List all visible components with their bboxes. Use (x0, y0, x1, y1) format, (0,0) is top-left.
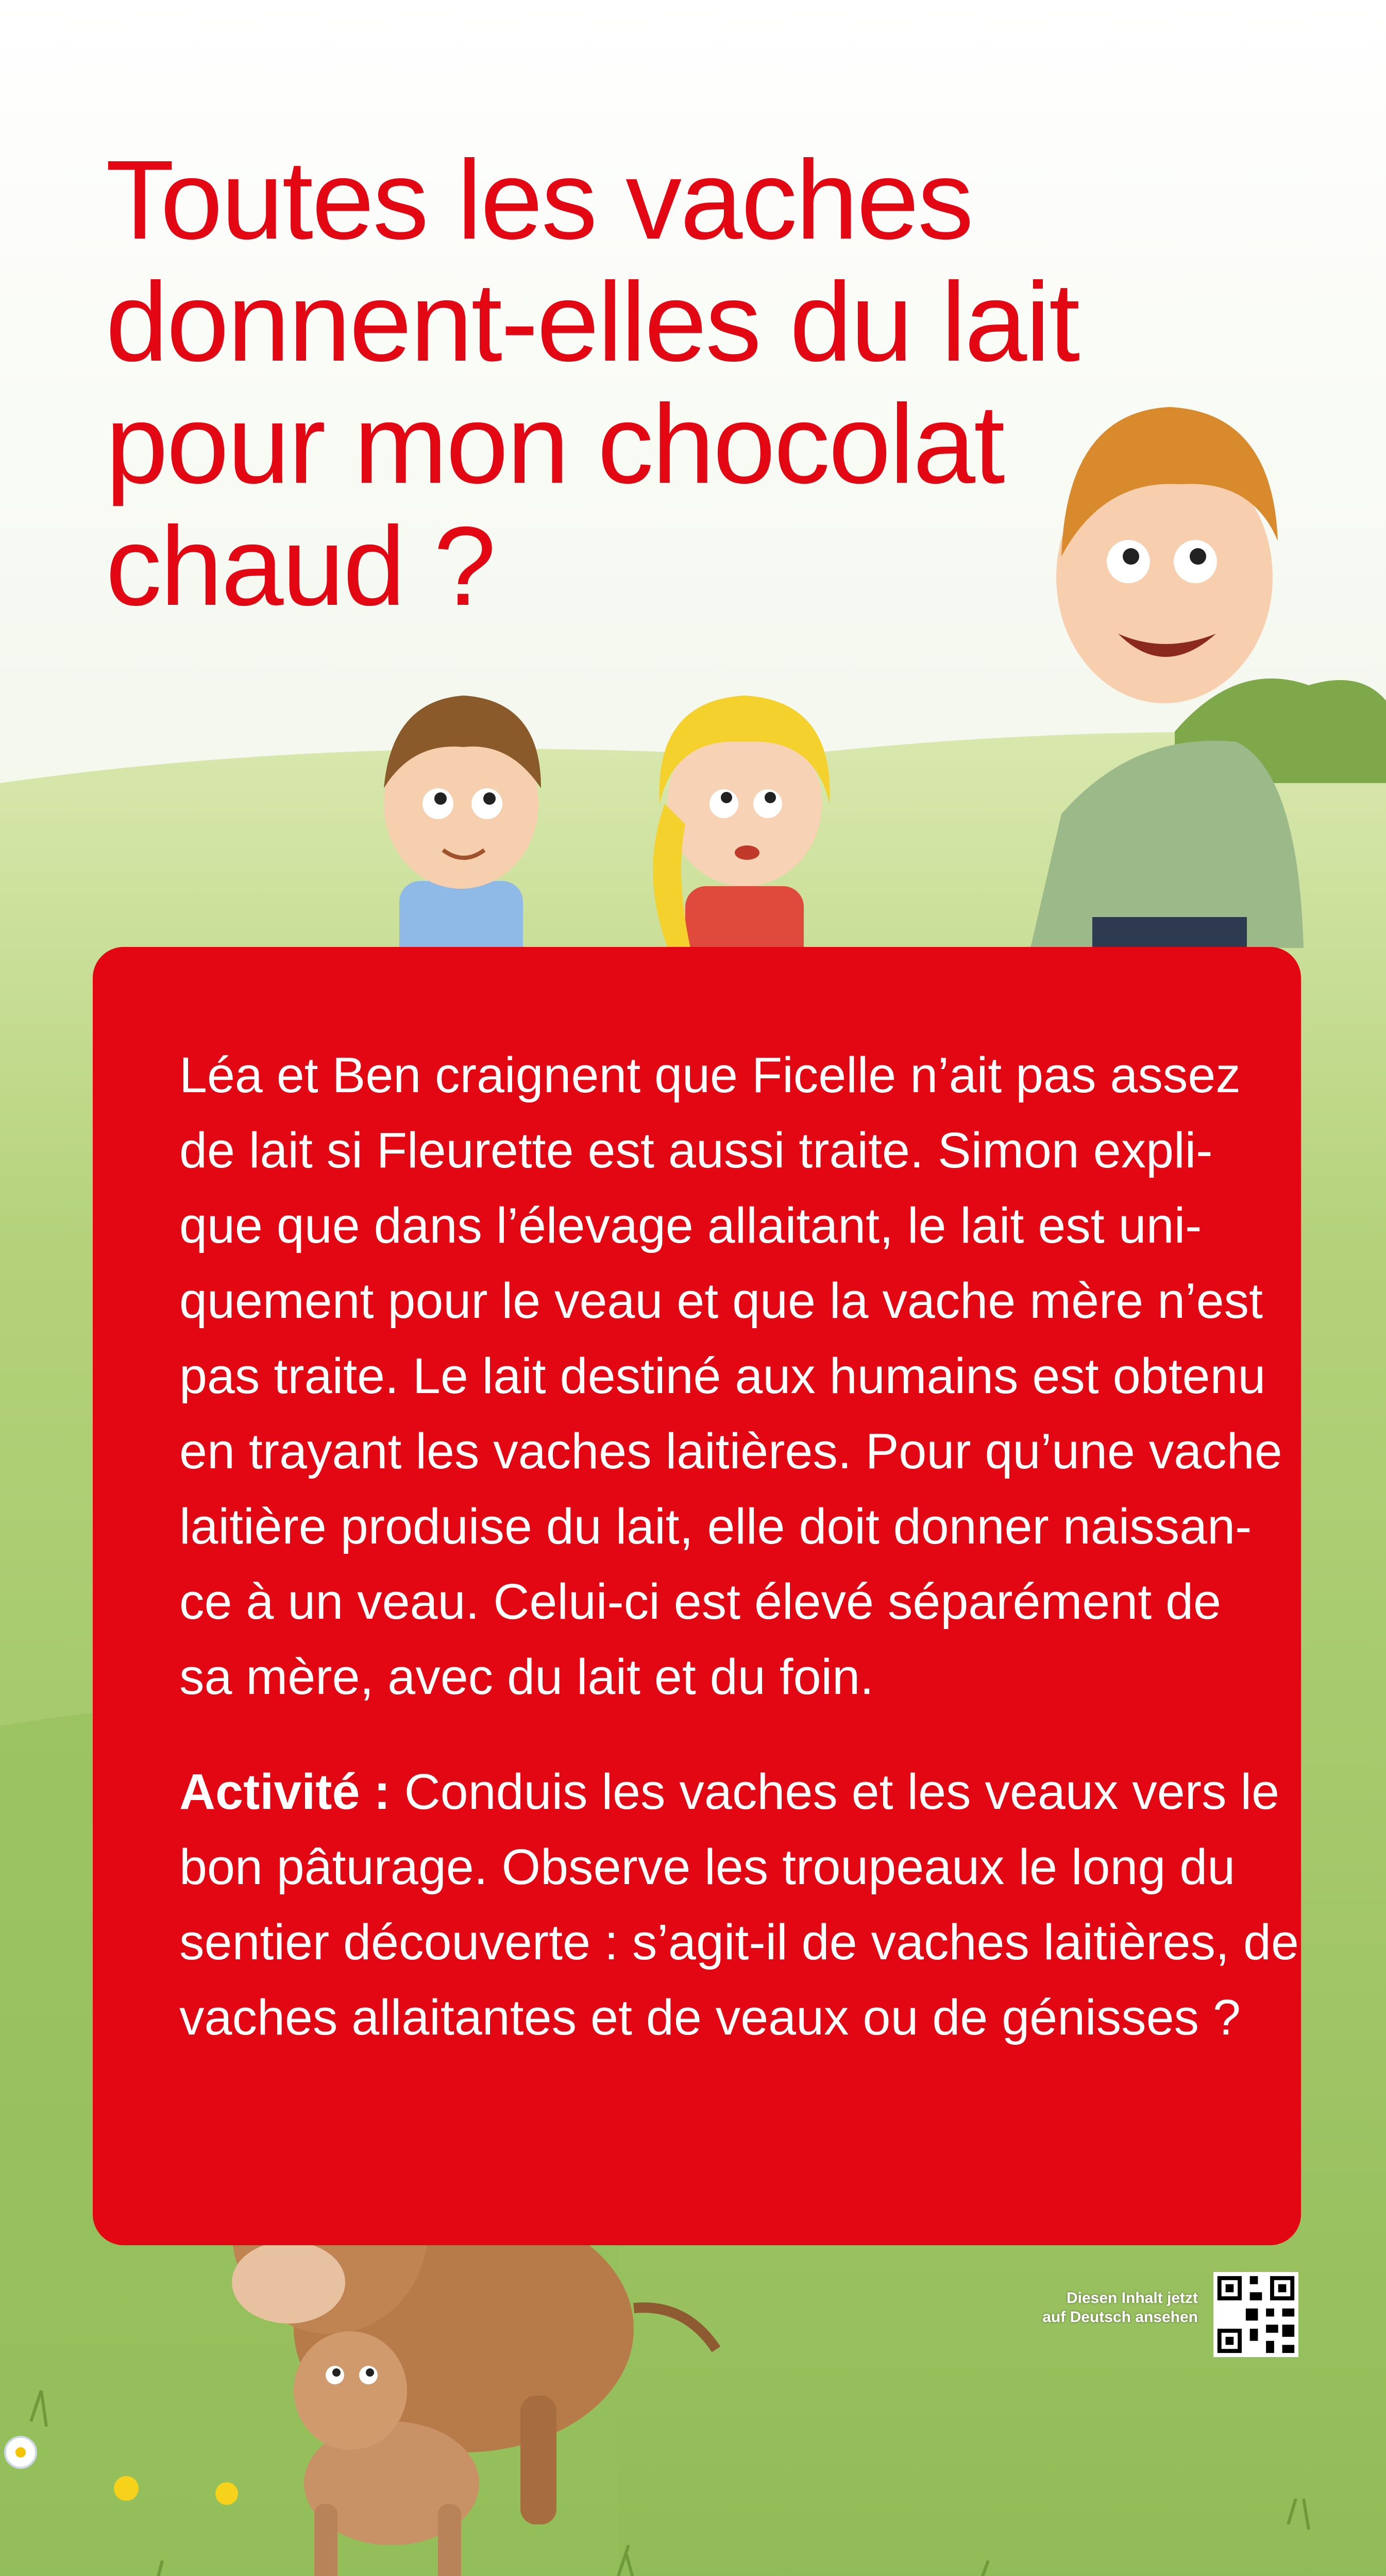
activity-line: sentier découverte : s’agit-il de vaches laitières, de (179, 1914, 1299, 1970)
qr-german-caption (982, 2289, 1198, 2327)
activity-line: vaches allaitantes et de veaux ou de génisses ? (179, 1989, 1241, 2045)
story-line: laitière produise du lait, elle doit donner naissan- (179, 1498, 1252, 1554)
character-boy (384, 696, 541, 974)
character-girl (653, 696, 830, 974)
qr-caption-line: auf Deutsch ansehen (1042, 2309, 1198, 2326)
story-line: que que dans l’élevage allaitant, le lait est uni- (179, 1197, 1202, 1253)
title-line: Toutes les vaches (106, 138, 972, 263)
title-line: chaud ? (106, 504, 495, 629)
story-line: en trayant les vaches laitières. Pour qu’une vache (179, 1423, 1282, 1479)
story-line: pas traite. Le lait destiné aux humains est obtenu (179, 1348, 1266, 1404)
story-text (179, 1038, 1282, 1715)
activity-label: Activité : (179, 1764, 391, 1820)
story-line: sa mère, avec du lait et du foin. (179, 1649, 874, 1705)
story-line: quement pour le veau et que la vache mère n’est (179, 1273, 1263, 1329)
story-line: de lait si Fleurette est aussi traite. Simon expli- (179, 1122, 1213, 1178)
qr-caption-line: Diesen Inhalt jetzt (1066, 2290, 1198, 2307)
activity-first-line: Conduis les vaches et les veaux vers le (390, 1764, 1279, 1820)
story-line: Léa et Ben craignent que Ficelle n’ait pas assez (179, 1047, 1241, 1103)
title-line: donnent-elles du lait (106, 260, 1079, 385)
title-line: pour mon chocolat (106, 382, 1004, 507)
activity-line (179, 1754, 1279, 1829)
page-title (106, 139, 1188, 628)
activity-line: bon pâturage. Observe les troupeaux le long du (179, 1839, 1236, 1895)
activity-text (179, 1754, 1299, 2055)
qr-code-german-top[interactable] (1213, 2272, 1298, 2357)
daisy-flower (5, 2437, 36, 2468)
story-line: ce à un veau. Celui-ci est élevé séparément de (179, 1573, 1221, 1630)
qr-code-icon (1213, 2272, 1298, 2357)
